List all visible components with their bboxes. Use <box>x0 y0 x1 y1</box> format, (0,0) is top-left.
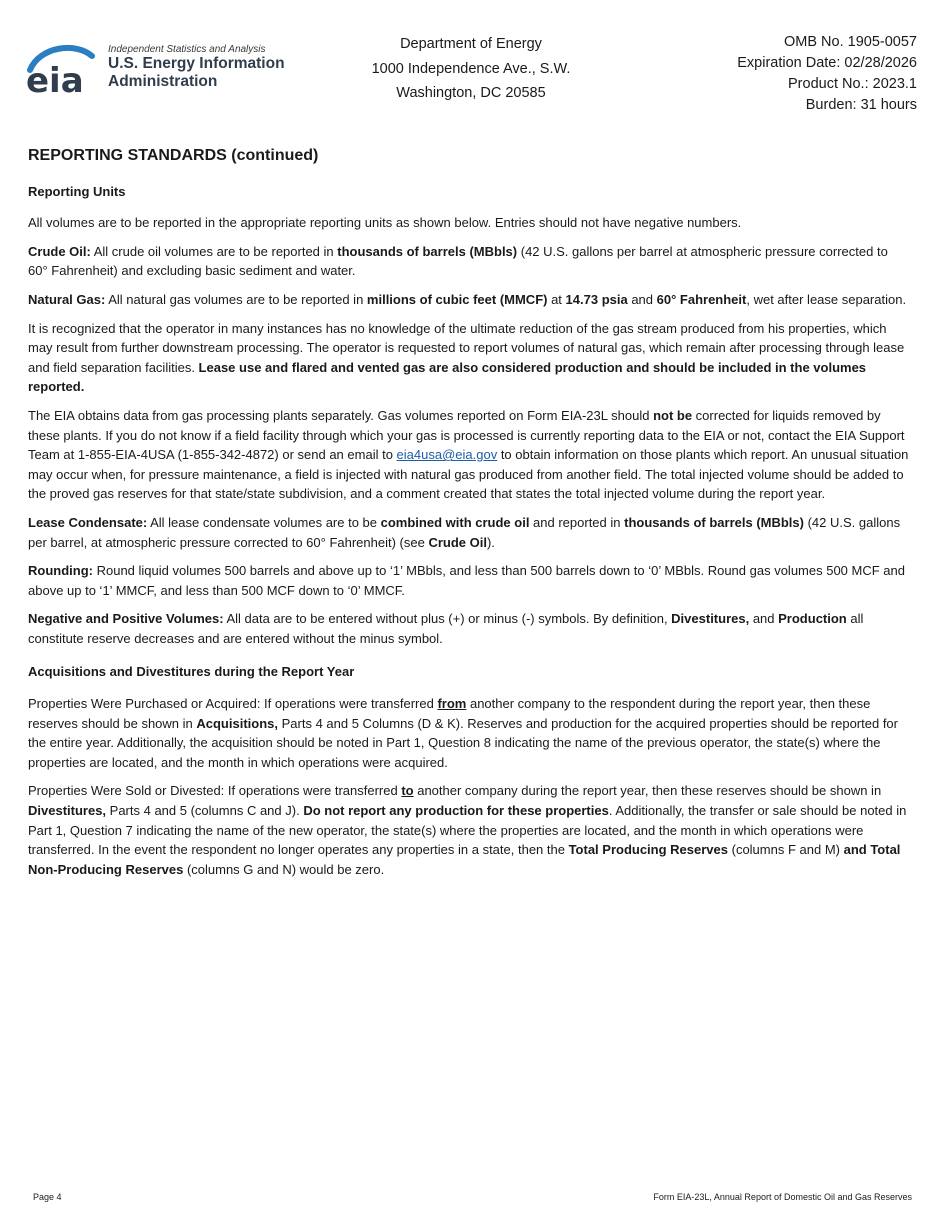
negative-positive-paragraph: Negative and Positive Volumes: All data are to be entered without plus (+) or minus (-) symbols. By definition, Divestitures, and Production all constitute reserve decreases and are entered without the minus symbol. <box>28 611 864 646</box>
rounding-label: Rounding: <box>28 563 93 579</box>
rounding-paragraph: Rounding: Round liquid volumes 500 barrels and above up to ‘1’ MBbls, and less than 500 barrels down to ‘0’ MBbls. Round gas volumes 500 MCF and above up to ‘1’ MMCF, and less than 500 MCF down to ‘0’ MMCF. <box>28 563 905 598</box>
negative-positive-label: Negative and Positive Volumes: <box>28 611 224 627</box>
purchased-paragraph: Properties Were Purchased or Acquired: If operations were transferred from another company to the respondent during the report year, then these reserves should be shown in Acquisitions, Parts 4 and 5 Columns (D & K). Reserves and production for the acquired properties should be reported for the entire year. Additionally, the acquisition should be noted in Part 1, Question 8 indicating the name of the previous operator, the state(s) where the properties are located, and the month in which operations were acquired. <box>28 696 898 770</box>
form-info <box>737 32 917 116</box>
reporting-units-intro: All volumes are to be reported in the appropriate reporting units as shown below. Entries should not have negative numbers. <box>28 215 742 231</box>
logo-mark-text: eia <box>26 61 84 101</box>
main-content <box>28 146 910 888</box>
expiration-date: Expiration Date: 02/28/2026 <box>737 55 917 71</box>
product-number: Product No.: 2023.1 <box>788 76 917 92</box>
reporting-units-heading: Reporting Units <box>28 183 126 199</box>
lease-condensate-label: Lease Condensate: <box>28 514 148 530</box>
agency-city: Washington, DC 20585 <box>396 85 546 101</box>
logo-text <box>108 44 285 91</box>
natural-gas-paragraph: Natural Gas: All natural gas volumes are to be reported in millions of cubic feet (MMCF) at 14.73 psia and 60° Fahrenheit, wet after lease separation. <box>28 291 907 307</box>
processing-paragraph: The EIA obtains data from gas processing plants separately. Gas volumes reported on Form EIA-23L should not be corrected for liquids removed by these plants. If you do not know if a field facility through which your gas is processed is currently reporting data to the EIA or not, contact the EIA Support Team at 1-855-EIA-4USA (1-855-342-4872) or send an email to eia4usa@eia.gov to obtain information on those plants which report. An unusual situation may occur when, for pressure maintenance, a field is injected with natural gas produced from another field. The total injected volume should be added to the proved gas reserves for that state/state subdivision, and a comment created that states the total injected volume during the report year. <box>28 407 909 502</box>
agency-address <box>340 32 602 106</box>
page-number: Page 4 <box>33 1192 62 1202</box>
lease-condensate-paragraph: Lease Condensate: All lease condensate volumes are to be combined with crude oil and reported in thousands of barrels (MBbls) (42 U.S. gallons per barrel, at atmospheric pressure corrected to 60° Fahrenheit) (see Crude Oil). <box>28 514 901 550</box>
logo-name-line2: Administration <box>108 73 218 90</box>
operator-paragraph: It is recognized that the operator in many instances has no knowledge of the ultimate reduction of the gas stream produced from his properties, which may result from further downstream processing. The operator is requested to report volumes of natural gas, which remain after processing through lease and field separation facilities. Lease use and flared and vented gas are also considered production and should be included in the volumes reported. <box>28 320 905 395</box>
logo-tagline: Independent Statistics and Analysis <box>108 44 266 55</box>
burden-hours: Burden: 31 hours <box>805 97 917 113</box>
agency-street: 1000 Independence Ave., S.W. <box>371 60 571 77</box>
acquisitions-heading: Acquisitions and Divestitures during the Report Year <box>28 664 355 680</box>
crude-oil-label: Crude Oil: <box>28 243 91 259</box>
support-email-link[interactable]: eia4usa@eia.gov <box>396 447 498 463</box>
eia-logo-icon <box>26 40 106 104</box>
form-title-footer: Form EIA-23L, Annual Report of Domestic Oil and Gas Reserves <box>653 1192 912 1202</box>
agency-name: Department of Energy <box>400 36 542 52</box>
section-title: REPORTING STANDARDS (continued) <box>28 147 319 164</box>
omb-number: OMB No. 1905-0057 <box>784 34 917 50</box>
natural-gas-label: Natural Gas: <box>28 291 106 307</box>
page-header <box>0 0 950 113</box>
eia-logo[interactable] <box>26 40 316 104</box>
logo-name-line1: U.S. Energy Information <box>108 55 285 72</box>
crude-oil-paragraph: Crude Oil: All crude oil volumes are to be reported in thousands of barrels (MBbls) (42 U.S. gallons per barrel at atmospheric pressure corrected to 60° Fahrenheit) and excluding basic sediment and water. <box>28 243 888 279</box>
sold-paragraph: Properties Were Sold or Divested: If operations were transferred to another company during the report year, then these reserves should be shown in Divestitures, Parts 4 and 5 (columns C and J). Do not report any production for these properties. Additionally, the transfer or sale should be noted in Part 1, Question 7 indicating the name of the new operator, the state(s) where the properties are located, and the month in which operations were transferred. In the event the respondent no longer operates any properties in a state, then the Total Producing Reserves (columns F and M) and Total Non-Producing Reserves (columns G and N) would be zero. <box>28 783 907 877</box>
